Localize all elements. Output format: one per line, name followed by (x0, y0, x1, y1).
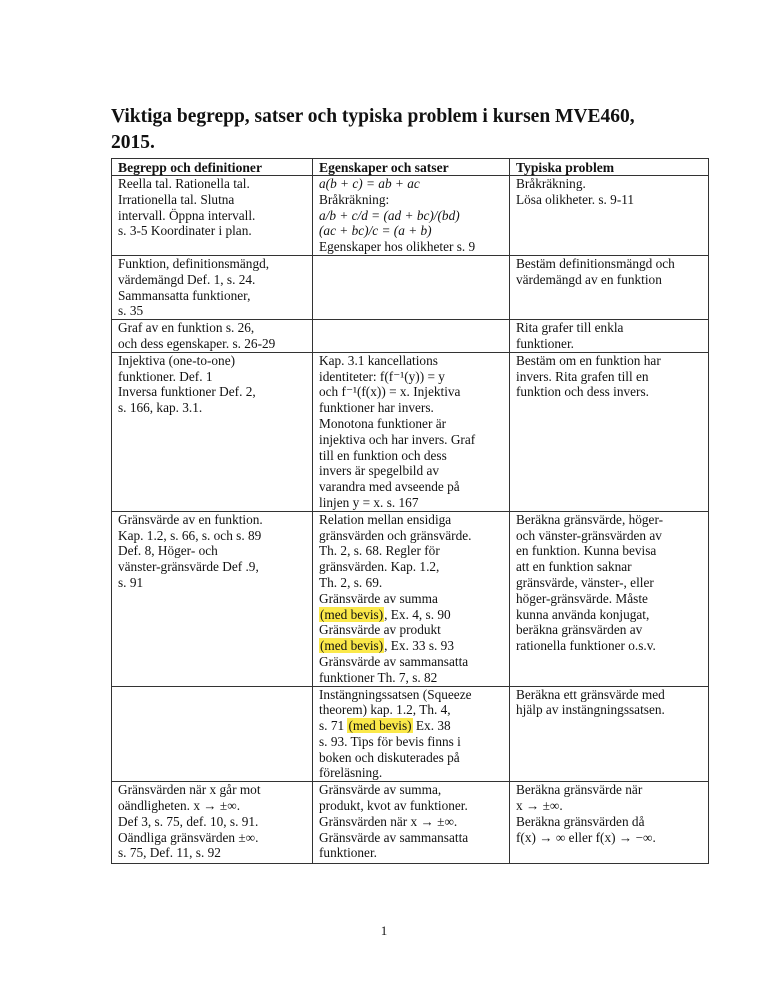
cell-line: s. 75, Def. 11, s. 92 (118, 845, 221, 861)
cell-properties (313, 255, 510, 319)
cell-concepts (112, 255, 313, 319)
cell-line: produkt, kvot av funktioner. (319, 798, 468, 814)
cell-line: Instängningssatsen (Squeeze (319, 686, 472, 702)
cell-problems (510, 255, 709, 319)
cell-concepts (112, 782, 313, 864)
cell-line: funktioner Th. 7, s. 82 (319, 669, 438, 685)
cell-line: Beräkna gränsvärden då (516, 813, 645, 829)
cell-properties (313, 320, 510, 353)
cell-text: , Ex. 33 s. 93 (384, 638, 454, 654)
column-header-properties: Egenskaper och satser (313, 159, 510, 176)
cell-line: värdemängd Def. 1, s. 24. (118, 271, 256, 287)
table-row (112, 176, 709, 256)
cell-problems (510, 782, 709, 864)
cell-line: höger-gränsvärde. Måste (516, 590, 648, 606)
cell-line (319, 638, 509, 654)
cell-problems (510, 511, 709, 686)
cell-line: Beräkna ett gränsvärde med (516, 686, 665, 702)
cell-line: Th. 2, s. 69. (319, 574, 383, 590)
cell-line: Gränsvärde av sammansatta (319, 653, 469, 669)
cell-line: och dess egenskaper. s. 26-29 (118, 335, 276, 351)
table-row (112, 686, 709, 782)
cell-line: Injektiva (one-to-one) (118, 352, 236, 368)
cell-line: Bråkräkning. (516, 176, 586, 191)
cell-concepts (112, 511, 313, 686)
cell-line: intervall. Öppna intervall. (118, 207, 256, 223)
cell-concepts (112, 176, 313, 256)
cell-line: Gränsvärde av summa, (319, 782, 442, 798)
table-row (112, 782, 709, 864)
formula-line: (ac + bc)/c = (a + b) (319, 223, 432, 239)
cell-concepts (112, 352, 313, 511)
cell-line: funktioner. (319, 845, 377, 861)
cell-text: , Ex. 4, s. 90 (384, 606, 451, 622)
cell-line: gränsvärden och gränsvärde. (319, 527, 472, 543)
table-header-row (112, 159, 709, 176)
cell-line: kunna använda konjugat, (516, 606, 650, 622)
cell-line: Gränsvärde av sammansatta (319, 829, 469, 845)
cell-line: Gränsvärden när x → ±∞. (319, 813, 458, 829)
cell-line: linjen y = x. s. 167 (319, 494, 419, 510)
cell-line: Beräkna gränsvärde när (516, 782, 643, 798)
cell-line: Th. 2, s. 68. Regler för (319, 543, 440, 559)
cell-line: Lösa olikheter. s. 9-11 (516, 191, 635, 207)
cell-line: beräkna gränsvärden av (516, 622, 643, 638)
cell-line: Gränsvärden när x går mot (118, 782, 261, 798)
column-header-problems: Typiska problem (510, 159, 709, 176)
cell-line: funktion och dess invers. (516, 384, 649, 400)
table-row (112, 352, 709, 511)
cell-line: Irrationella tal. Slutna (118, 191, 235, 207)
cell-properties (313, 176, 510, 256)
cell-line: Bestäm definitionsmängd och (516, 255, 675, 271)
cell-text: Ex. 38 (412, 718, 451, 734)
cell-line: Beräkna gränsvärde, höger- (516, 511, 664, 527)
cell-line: Gränsvärde av produkt (319, 622, 441, 638)
cell-line: värdemängd av en funktion (516, 271, 662, 287)
cell-properties (313, 352, 510, 511)
cell-line: en funktion. Kunna bevisa (516, 543, 657, 559)
cell-line: s. 3-5 Koordinater i plan. (118, 223, 252, 239)
cell-line: s. 35 (118, 303, 144, 319)
cell-line: Gränsvärde av summa (319, 590, 438, 606)
cell-line: funktioner har invers. (319, 400, 434, 416)
cell-line: och vänster-gränsvärden av (516, 527, 662, 543)
cell-line (319, 607, 509, 623)
cell-line: Def. 8, Höger- och (118, 543, 218, 559)
cell-properties (313, 511, 510, 686)
cell-line: x → ±∞. (516, 798, 563, 814)
cell-line: och f⁻¹(f(x)) = x. Injektiva (319, 384, 461, 400)
cell-line: hjälp av instängningssatsen. (516, 702, 665, 718)
cell-line: att en funktion saknar (516, 559, 632, 575)
cell-line: theorem) kap. 1.2, Th. 4, (319, 702, 451, 718)
cell-line: Bråkräkning: (319, 191, 390, 207)
proof-highlight: (med bevis) (320, 638, 384, 654)
course-overview-table (111, 158, 709, 864)
formula-line: a/b + c/d = (ad + bc)/(bd) (319, 207, 460, 223)
cell-line: Monotona funktioner är (319, 415, 447, 431)
cell-concepts (112, 320, 313, 353)
title-line-2: 2015. (111, 132, 155, 153)
formula-line: a(b + c) = ab + ac (319, 176, 420, 191)
cell-line: Bestäm om en funktion har (516, 352, 661, 368)
cell-line: s. 166, kap. 3.1. (118, 400, 203, 416)
cell-problems (510, 686, 709, 782)
cell-line: gränsvärden. Kap. 1.2, (319, 559, 440, 575)
cell-line: Kap. 1.2, s. 66, s. och s. 89 (118, 527, 262, 543)
cell-problems (510, 320, 709, 353)
cell-line: s. 91 (118, 574, 144, 590)
cell-line: Egenskaper hos olikheter s. 9 (319, 239, 476, 255)
cell-problems (510, 352, 709, 511)
cell-line: Inversa funktioner Def. 2, (118, 384, 256, 400)
cell-line: Sammansatta funktioner, (118, 287, 251, 303)
cell-line: Gränsvärde av en funktion. (118, 511, 263, 527)
cell-line: rationella funktioner o.s.v. (516, 638, 656, 654)
cell-line: Def 3, s. 75, def. 10, s. 91. (118, 813, 259, 829)
title-line-1: Viktiga begrepp, satser och typiska problem i kursen MVE460, (111, 106, 635, 127)
cell-properties (313, 782, 510, 864)
table-row (112, 255, 709, 319)
cell-line: s. 93. Tips för bevis finns i (319, 733, 461, 749)
cell-line: f(x) → ∞ eller f(x) → −∞. (516, 829, 656, 845)
table-row (112, 511, 709, 686)
cell-line: vänster-gränsvärde Def .9, (118, 559, 259, 575)
cell-line: till en funktion och dess (319, 447, 447, 463)
page-number: 1 (380, 923, 388, 938)
table-row (112, 320, 709, 353)
cell-line: varandra med avseende på (319, 479, 460, 495)
cell-line: oändligheten. x → ±∞. (118, 798, 241, 814)
cell-line: Rita grafer till enkla (516, 320, 624, 336)
cell-line: invers. Rita grafen till en (516, 368, 649, 384)
cell-line: Funktion, definitionsmängd, (118, 255, 270, 271)
cell-line: Graf av en funktion s. 26, (118, 320, 255, 336)
proof-highlight: (med bevis) (320, 606, 384, 622)
cell-line: boken och diskuterades på (319, 749, 460, 765)
cell-line: identiteter: f(f⁻¹(y)) = y (319, 368, 445, 384)
cell-line: Oändliga gränsvärden ±∞. (118, 829, 259, 845)
cell-line: gränsvärde, vänster-, eller (516, 574, 654, 590)
cell-line: Relation mellan ensidiga (319, 511, 452, 527)
proof-highlight: (med bevis) (348, 718, 412, 734)
cell-line: föreläsning. (319, 765, 383, 781)
cell-line: injektiva och har invers. Graf (319, 431, 476, 447)
cell-line: funktioner. (516, 335, 574, 351)
cell-line: invers är spegelbild av (319, 463, 440, 479)
cell-line (319, 718, 509, 734)
cell-line: Reella tal. Rationella tal. (118, 176, 250, 191)
cell-properties (313, 686, 510, 782)
cell-line: funktioner. Def. 1 (118, 368, 213, 384)
cell-concepts (112, 686, 313, 782)
document-title (111, 104, 671, 156)
column-header-concepts: Begrepp och definitioner (112, 159, 313, 176)
cell-text: s. 71 (319, 718, 348, 734)
cell-line: Kap. 3.1 kancellations (319, 352, 438, 368)
cell-problems (510, 176, 709, 256)
